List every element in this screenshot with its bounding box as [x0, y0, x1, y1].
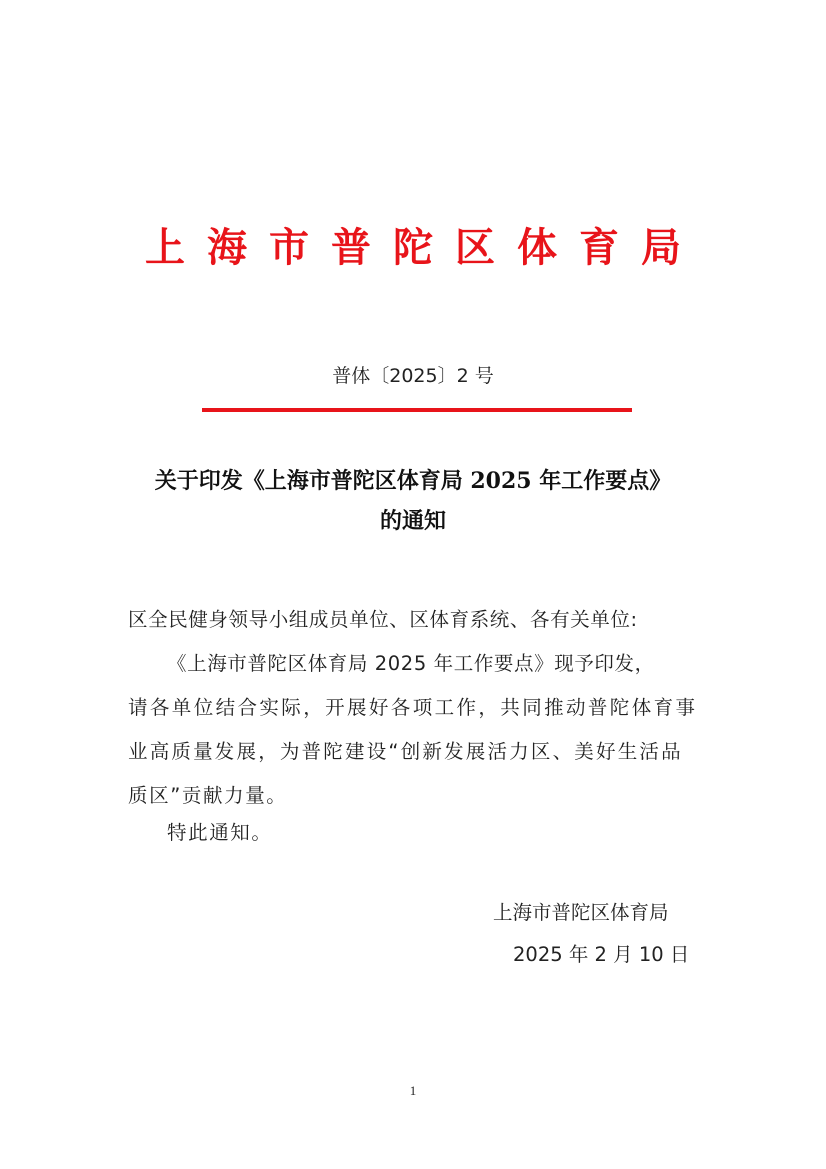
signature-date: 2025 年 2 月 10 日 [513, 943, 690, 966]
red-divider-line [202, 408, 632, 412]
notice-title-line-2: 的通知 [379, 508, 446, 534]
salutation: 区全民健身领导小组成员单位、区体育系统、各有关单位: [128, 608, 638, 631]
signature-organization: 上海市普陀区体育局 [493, 901, 669, 924]
body-line: 请各单位结合实际，开展好各项工作，共同推动普陀体育事 [128, 696, 698, 719]
page-number: 1 [409, 1083, 417, 1098]
body-line: 业高质量发展，为普陀建设“创新发展活力区、美好生活品 [128, 740, 683, 763]
notice-title [100, 461, 726, 541]
closing-text: 特此通知。 [167, 821, 273, 844]
document-number: 普体〔2025〕2 号 [332, 365, 494, 387]
body-line: 《上海市普陀区体育局 2025 年工作要点》现予印发， [167, 652, 655, 675]
notice-title-line-1: 关于印发《上海市普陀区体育局 2025 年工作要点》 [154, 468, 672, 494]
body-line: 质区”贡献力量。 [128, 784, 288, 807]
masthead-title: 上海市普陀区体育局 [145, 224, 703, 271]
